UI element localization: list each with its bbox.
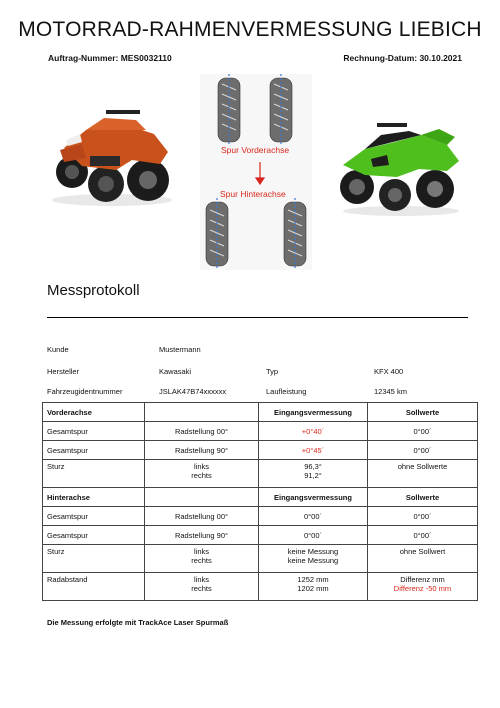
protocol-title: Messprotokoll — [47, 282, 140, 299]
customer-value: Mustermann — [159, 345, 201, 354]
customer-label: Kunde — [47, 345, 69, 354]
table-row: Sturz links rechts 96,3° 91,2° ohne Sollwerte — [43, 460, 478, 488]
mileage-value: 12345 km — [374, 387, 407, 396]
mileage-label: Laufleistung — [266, 387, 307, 396]
front-axle-heading: Vorderachse — [43, 403, 145, 422]
front-axle-toe-label: Spur Vorderachse — [221, 145, 290, 155]
table-row: Gesamtspur Radstellung 90° +0°45´ 0°00´ — [43, 441, 478, 460]
table-row: Gesamtspur Radstellung 00° +0°40´ 0°00´ — [43, 422, 478, 441]
input-measurement-heading: Eingangsvermessung — [259, 403, 368, 422]
tire-alignment-image — [200, 74, 312, 270]
measurement-table — [42, 402, 478, 601]
type-value: KFX 400 — [374, 367, 404, 376]
orange-atv-image — [46, 100, 178, 210]
footer-note: Die Messung erfolgte mit TrackAce Laser Spurmaß — [47, 618, 229, 627]
order-number: Auftrag-Nummer: MES0032110 — [48, 53, 172, 63]
green-atv-image — [335, 115, 467, 217]
type-label: Typ — [266, 367, 279, 376]
front-axle-header-row — [43, 403, 478, 422]
table-row: Sturz links rechts keine Messung keine Messung ohne Sollwert — [43, 545, 478, 573]
table-row: Gesamtspur Radstellung 00° 0°00´ 0°00´ — [43, 507, 478, 526]
document-title: MOTORRAD-RAHMENVERMESSUNG LIEBICH — [18, 18, 482, 41]
divider — [47, 317, 468, 318]
vin-label: Fahrzeugidentnummer — [47, 387, 123, 396]
target-values-heading: Sollwerte — [368, 403, 478, 422]
manufacturer-value: Kawasaki — [159, 367, 192, 376]
rear-axle-heading: Hinterachse — [43, 488, 145, 507]
invoice-date: Rechnung-Datum: 30.10.2021 — [343, 53, 462, 63]
rear-axle-toe-label: Spur Hinterachse — [220, 189, 286, 199]
table-row: Radabstand links rechts 1252 mm 1202 mm Differenz mm Differenz -50 mm — [43, 573, 478, 601]
table-row: Gesamtspur Radstellung 90° 0°00´ 0°00´ — [43, 526, 478, 545]
rear-axle-header-row: Hinterachse Eingangsvermessung Sollwerte — [43, 488, 478, 507]
vin-value: JSLAK47B74xxxxxx — [159, 387, 227, 396]
manufacturer-label: Hersteller — [47, 367, 80, 376]
